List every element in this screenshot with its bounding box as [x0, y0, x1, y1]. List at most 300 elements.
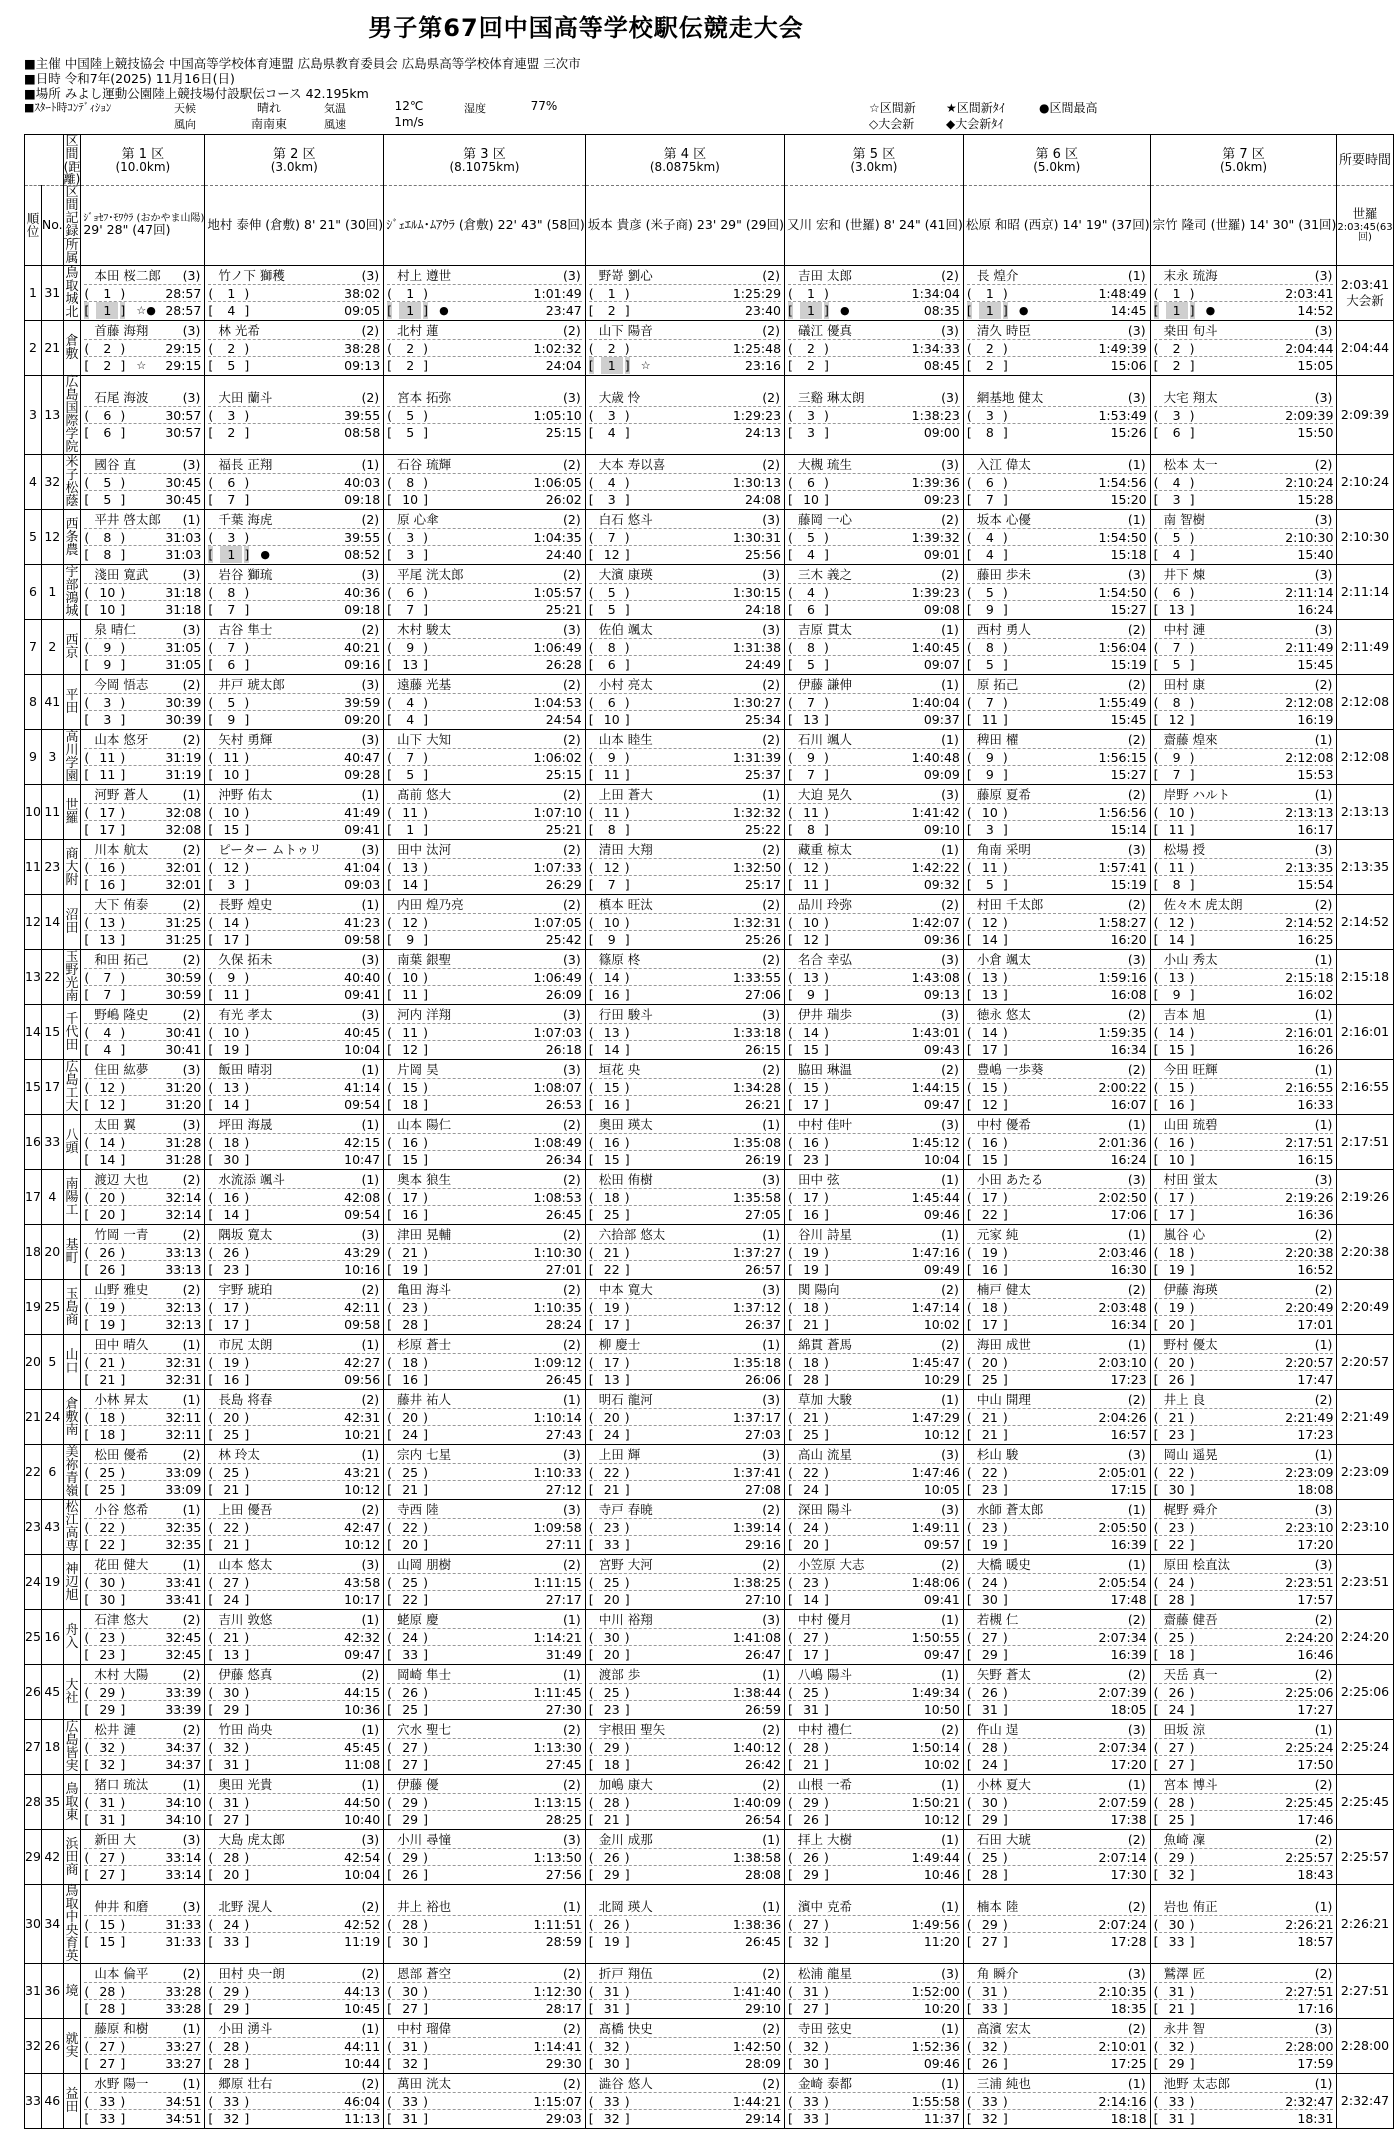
cumulative-line [208, 1982, 380, 1999]
section-line [967, 1150, 1147, 1167]
section-line [1154, 1810, 1334, 1827]
cumulative-rank: 33 [1168, 2094, 1185, 2109]
runner-line [788, 1776, 960, 1793]
cumulative-rank: 14 [223, 915, 240, 930]
bracket-close: ] [423, 1647, 429, 1662]
cumulative-line [967, 1573, 1147, 1590]
bracket-close: ) [423, 1575, 429, 1590]
section-time: 24:04 [545, 358, 582, 373]
section-line [788, 930, 960, 947]
leg-result [1151, 1280, 1337, 1334]
section-rank: 2 [406, 358, 415, 373]
section-time: 27:56 [545, 1867, 582, 1882]
runner-grade: (2) [361, 1392, 380, 1407]
cumulative-line [387, 473, 582, 490]
total-time: 2:04:44 [1340, 339, 1390, 355]
total-time: 2:17:51 [1340, 1133, 1390, 1149]
leg-cell-3 [384, 1390, 586, 1445]
record-label: 区間記録 [63, 186, 81, 239]
section-rank: 6 [1172, 425, 1181, 440]
cumulative-line [387, 528, 582, 545]
bracket-open: ( [788, 585, 793, 600]
bracket-close: ) [423, 1410, 429, 1425]
bracket-open: [ [788, 987, 793, 1002]
bracket-open: [ [1153, 1207, 1159, 1222]
weather-label: 天候 [174, 102, 196, 115]
team-row [25, 895, 1394, 950]
cumulative-rank: 26 [99, 1245, 116, 1260]
section-rank: 15 [603, 1152, 620, 1167]
cumulative-line [589, 913, 781, 930]
section-rank: 25 [803, 1427, 819, 1442]
bracket-open: [ [966, 1262, 972, 1277]
bracket-open: ( [788, 1245, 793, 1260]
section-time: 16:36 [1297, 1207, 1334, 1222]
cumulative-time: 42:31 [344, 1410, 381, 1425]
cumulative-line [84, 913, 201, 930]
runner-name: 入江 偉太 [976, 457, 1031, 472]
section-line [208, 1999, 380, 2016]
bracket-open: [ [1153, 602, 1159, 617]
runner-name: 大下 侑泰 [94, 897, 149, 912]
runner-line [967, 951, 1147, 968]
runner-grade: (3) [563, 390, 581, 405]
runner-line [84, 566, 201, 583]
runner-grade: (1) [361, 1172, 380, 1187]
runner-grade: (3) [941, 952, 959, 967]
runner-name: 北野 滉人 [218, 1899, 273, 1914]
cumulative-rank: 7 [227, 640, 236, 655]
leg-result [205, 1964, 383, 2018]
bracket-close: ] [824, 1757, 829, 1772]
bracket-close: ] [824, 712, 829, 727]
leg-cell-5 [785, 895, 964, 950]
bracket-close: ) [423, 1850, 429, 1865]
leg-result [1151, 1610, 1337, 1664]
cumulative-rank: 27 [402, 1740, 419, 1755]
section-time: 09:10 [923, 822, 960, 837]
bracket-open: ( [966, 1410, 972, 1425]
runner-line [788, 511, 960, 528]
leg-cell-4 [585, 2074, 784, 2129]
leg-result [964, 620, 1150, 674]
runner-line [208, 1721, 380, 1738]
runner-grade: (1) [182, 1557, 201, 1572]
bracket-close: ] [244, 2001, 250, 2016]
leg-result [81, 1060, 204, 1114]
runner-grade: (1) [361, 1447, 380, 1462]
cumulative-line [84, 528, 201, 545]
cumulative-rank: 23 [402, 1300, 419, 1315]
bracket-close: ] [1189, 1042, 1195, 1057]
bracket-open: ( [1153, 1575, 1159, 1590]
runner-line [589, 1556, 781, 1573]
section-rank: 28 [402, 1317, 419, 1332]
section-rank: 28 [99, 2001, 116, 2016]
bracket-open: ( [966, 1190, 972, 1205]
cumulative-line [967, 1078, 1147, 1095]
runner-grade: (1) [762, 1832, 781, 1847]
bracket-open: [ [84, 1482, 90, 1497]
runner-grade: (2) [563, 1337, 581, 1352]
leg-cell-5 [785, 376, 964, 455]
cumulative-time: 2:28:00 [1285, 2039, 1334, 2054]
section-line [1154, 1999, 1334, 2016]
section-time: 09:46 [923, 1207, 960, 1222]
section-time: 08:58 [344, 425, 381, 440]
runner-name: 大歳 怜 [598, 390, 641, 405]
leg-cell-4 [585, 1335, 784, 1390]
leg-result [384, 565, 585, 619]
bracket-close: ) [423, 860, 429, 875]
cumulative-rank: 27 [981, 1630, 998, 1645]
team-number: 3 [41, 730, 63, 785]
leg-result [205, 1445, 383, 1499]
bracket-open: [ [588, 1702, 594, 1717]
bracket-close: ) [1189, 585, 1195, 600]
cumulative-rank: 19 [1168, 1300, 1185, 1315]
runner-grade: (2) [563, 2076, 581, 2091]
bracket-close: ) [120, 1575, 126, 1590]
runner-grade: (2) [563, 323, 581, 338]
cumulative-time: 2:04:26 [1098, 1410, 1147, 1425]
section-distance: (8.1075km) [449, 159, 520, 174]
leg-cell-5 [785, 1555, 964, 1610]
bracket-open: [ [588, 932, 594, 947]
leg-cell-6 [963, 1964, 1150, 2019]
cumulative-time: 1:39:32 [911, 530, 960, 545]
bracket-open: ( [588, 1355, 594, 1370]
bracket-close: ] [824, 1592, 829, 1607]
bracket-open: [ [1153, 712, 1159, 727]
runner-grade: (2) [762, 1722, 781, 1737]
bracket-close: ] [120, 1042, 126, 1057]
runner-line [84, 1776, 201, 1793]
section-rank: 14 [981, 932, 998, 947]
record-mark-icon: ● [1018, 304, 1029, 317]
bracket-close: ] [244, 1207, 250, 1222]
runner-line [1154, 2075, 1334, 2092]
cumulative-line [208, 1628, 380, 1645]
bracket-open: ( [1153, 408, 1159, 423]
cumulative-rank: 21 [223, 1630, 240, 1645]
section-line [208, 1535, 380, 1552]
section-line [967, 930, 1147, 947]
cumulative-rank: 1 [406, 286, 415, 301]
bracket-close: ] [824, 822, 829, 837]
runner-line [208, 1171, 380, 1188]
bracket-close: ) [423, 1135, 429, 1150]
leg-result [384, 2074, 585, 2128]
cumulative-line [387, 1738, 582, 1755]
runner-name: 穴水 聖七 [397, 1722, 452, 1737]
section-rank: 5 [607, 602, 616, 617]
bracket-open: [ [1153, 425, 1159, 440]
bracket-open: ( [208, 1025, 214, 1040]
cumulative-line [967, 339, 1147, 356]
runner-line [1154, 621, 1334, 638]
cumulative-time: 2:11:49 [1285, 640, 1334, 655]
cumulative-rank: 23 [803, 1575, 819, 1590]
bracket-open: ( [588, 1245, 594, 1260]
leg-cell-7 [1150, 675, 1337, 730]
runner-name: 高濱 宏太 [976, 2021, 1031, 2036]
section-time: 15:19 [1110, 657, 1147, 672]
team-rank: 17 [25, 1170, 42, 1225]
runner-grade: (1) [361, 1062, 380, 1077]
section-line [84, 1315, 201, 1332]
team-number: 20 [41, 1225, 63, 1280]
bracket-open: [ [966, 1757, 972, 1772]
bracket-close: ) [824, 750, 829, 765]
cumulative-rank: 9 [985, 750, 994, 765]
runner-grade: (3) [941, 1966, 959, 1981]
cumulative-time: 1:10:33 [533, 1465, 582, 1480]
runner-name: 蛯原 慶 [397, 1612, 439, 1627]
runner-name: 山根 一希 [798, 1777, 852, 1792]
section-time: 33:14 [165, 1867, 202, 1882]
runner-line [1154, 731, 1334, 748]
cumulative-line [788, 528, 960, 545]
runner-line [84, 1171, 201, 1188]
cumulative-rank: 11 [223, 750, 240, 765]
section-rank: 27 [99, 2056, 116, 2071]
cumulative-line [84, 1518, 201, 1535]
runner-grade: (1) [1127, 1337, 1146, 1352]
section-rank: 13 [981, 987, 998, 1002]
cumulative-line [589, 1133, 781, 1150]
section-rank: 17 [981, 1317, 998, 1332]
cumulative-rank: 16 [402, 1135, 419, 1150]
section-time: 09:00 [923, 425, 960, 440]
team-rank: 30 [25, 1885, 42, 1964]
cumulative-line [387, 339, 582, 356]
cumulative-time: 46:04 [344, 2094, 381, 2109]
bracket-open: ( [208, 475, 214, 490]
bracket-close: ] [824, 1317, 829, 1332]
cumulative-line [589, 1353, 781, 1370]
runner-name: 原 心傘 [397, 512, 439, 527]
runner-grade: (1) [1127, 1502, 1146, 1517]
cumulative-line [589, 693, 781, 710]
bracket-open: [ [84, 987, 90, 1002]
cumulative-time: 2:10:01 [1098, 2039, 1147, 2054]
runner-grade: (3) [361, 677, 380, 692]
runner-grade: (1) [1314, 1722, 1333, 1737]
team-rank: 21 [25, 1390, 42, 1445]
leg-cell-4 [585, 1170, 784, 1225]
cumulative-time: 1:25:29 [732, 286, 782, 301]
bracket-open: [ [208, 1647, 214, 1662]
legend-meet-record: ◇大会新 [869, 117, 915, 131]
bracket-open: [ [1153, 987, 1159, 1002]
bracket-open: ( [788, 1795, 793, 1810]
bracket-open: [ [84, 1097, 90, 1112]
leg-cell-4 [585, 1390, 784, 1445]
section-line [589, 1865, 781, 1882]
runner-line [788, 1006, 960, 1023]
runner-name: 佐伯 颯太 [598, 622, 653, 637]
bracket-close: ) [824, 1080, 829, 1095]
cumulative-line [208, 1915, 380, 1932]
total-time: 2:20:57 [1340, 1353, 1390, 1369]
bracket-open: ( [84, 970, 90, 985]
bracket-close: ) [120, 475, 126, 490]
cumulative-rank: 30 [603, 1630, 620, 1645]
leg-cell-7 [1150, 1390, 1337, 1445]
bracket-close: ] [244, 303, 250, 318]
bracket-close: ) [624, 2039, 630, 2054]
leg-cell-3 [384, 1225, 586, 1280]
bracket-close: ) [824, 2039, 829, 2054]
bracket-open: ( [788, 805, 793, 820]
section-line [788, 1425, 960, 1442]
runner-name: 岡崎 隼士 [397, 1667, 452, 1682]
team-school: 米子松蔭 [63, 455, 81, 510]
leg-result [964, 2074, 1150, 2128]
section-time: 15:27 [1110, 767, 1147, 782]
leg-cell-5 [785, 1225, 964, 1280]
runner-name: 中川 裕翔 [598, 1612, 653, 1627]
runner-name: 原田 桧直汰 [1163, 1557, 1231, 1572]
section-time: 16:39 [1110, 1647, 1147, 1662]
bracket-open: ( [966, 860, 972, 875]
section-name: 第 7 区 [1222, 146, 1265, 162]
cumulative-rank: 27 [223, 1575, 240, 1590]
bracket-open: ( [588, 1300, 594, 1315]
bracket-close: ] [423, 932, 429, 947]
runner-line [788, 2075, 960, 2092]
bracket-close: ) [120, 286, 126, 301]
runner-grade: (3) [1127, 842, 1146, 857]
cumulative-line [387, 1915, 582, 1932]
leg-result [586, 1115, 784, 1169]
section-rank: 5 [103, 492, 112, 507]
section-rank: 23 [803, 1152, 819, 1167]
section-rank: 9 [227, 712, 236, 727]
cumulative-rank: 20 [402, 1410, 419, 1425]
bracket-open: [ [387, 657, 393, 672]
runner-line [84, 1666, 201, 1683]
leg-cell-2 [205, 675, 384, 730]
section-time: 31:20 [165, 1097, 202, 1112]
runner-line [589, 896, 781, 913]
leg-cell-4 [585, 785, 784, 840]
leg-cell-4 [585, 1500, 784, 1555]
leg-result [1151, 1500, 1337, 1554]
cumulative-rank: 14 [803, 1025, 819, 1040]
cumulative-rank: 29 [981, 1917, 998, 1932]
bracket-open: ( [588, 1850, 594, 1865]
section-line [788, 301, 960, 318]
runner-line [208, 676, 380, 693]
leg-cell-5 [785, 266, 964, 321]
cumulative-time: 1:54:50 [1098, 530, 1147, 545]
bracket-close: ] [1189, 1097, 1195, 1112]
runner-line [788, 1281, 960, 1298]
bracket-open: [ [387, 1934, 393, 1949]
section-rank: 5 [227, 358, 236, 373]
results-table [24, 134, 1394, 2129]
runner-line [208, 841, 380, 858]
runner-grade: (2) [941, 1557, 959, 1572]
cumulative-line [788, 2037, 960, 2054]
runner-name: 徳永 悠太 [976, 1007, 1031, 1022]
bracket-close: ) [824, 1025, 829, 1040]
cumulative-line [208, 1518, 380, 1535]
runner-name: 藏重 椋太 [798, 842, 852, 857]
team-row [25, 675, 1394, 730]
section-line [387, 490, 582, 507]
section-rank: 10 [223, 767, 240, 782]
leg-result [785, 675, 963, 729]
team-row [25, 1335, 1394, 1390]
team-number: 5 [41, 1335, 63, 1390]
section-rank: 32 [402, 2056, 419, 2071]
bracket-close: ] [244, 1042, 250, 1057]
bracket-open: [ [588, 602, 594, 617]
leg-cell-7 [1150, 1335, 1337, 1390]
cumulative-time: 32:11 [165, 1410, 202, 1425]
section-line [387, 301, 582, 318]
runner-grade: (2) [941, 512, 959, 527]
runner-line [788, 1226, 960, 1243]
section-time: 09:47 [923, 1647, 960, 1662]
cumulative-rank: 9 [1172, 750, 1181, 765]
total-time: 2:26:21 [1340, 1915, 1390, 1931]
section-time: 17:16 [1297, 2001, 1334, 2016]
bracket-close: ] [624, 602, 630, 617]
cumulative-line [1154, 1518, 1334, 1535]
cumulative-line [84, 1023, 201, 1040]
runner-grade: (1) [1314, 1447, 1333, 1462]
runner-grade: (2) [182, 897, 201, 912]
bracket-open: [ [788, 1702, 793, 1717]
bracket-close: ) [244, 475, 250, 490]
section-rank: 6 [227, 657, 236, 672]
cumulative-rank: 31 [402, 2039, 419, 2054]
bracket-open: [ [788, 1372, 793, 1387]
section-rank: 15 [223, 822, 240, 837]
runner-grade: (1) [762, 787, 781, 802]
bracket-open: [ [1153, 1482, 1159, 1497]
cumulative-rank: 7 [1172, 640, 1181, 655]
leg-cell-7 [1150, 510, 1337, 565]
cumulative-time: 42:11 [344, 1300, 381, 1315]
bracket-close: ) [824, 585, 829, 600]
cumulative-rank: 22 [402, 1520, 419, 1535]
cumulative-rank: 17 [223, 1300, 240, 1315]
runner-line [589, 1171, 781, 1188]
cumulative-line [788, 748, 960, 765]
bracket-close: ] [824, 1372, 829, 1387]
runner-grade: (1) [941, 1612, 959, 1627]
section-rank: 5 [807, 657, 815, 672]
bracket-close: ] [624, 1647, 630, 1662]
bracket-open: [ [84, 1042, 90, 1057]
section-distance: (8.0875km) [649, 159, 720, 174]
runner-name: 中村 優月 [798, 1612, 852, 1627]
leg-cell-2 [205, 1335, 384, 1390]
section-rank: 26 [981, 2056, 998, 2071]
section-line [967, 1260, 1147, 1277]
section-time: 18:05 [1110, 1702, 1147, 1717]
leg-cell-5 [785, 455, 964, 510]
runner-line [967, 1006, 1147, 1023]
cumulative-rank: 28 [603, 1795, 620, 1810]
cumulative-time: 1:44:15 [911, 1080, 960, 1095]
team-total [1337, 2074, 1393, 2129]
